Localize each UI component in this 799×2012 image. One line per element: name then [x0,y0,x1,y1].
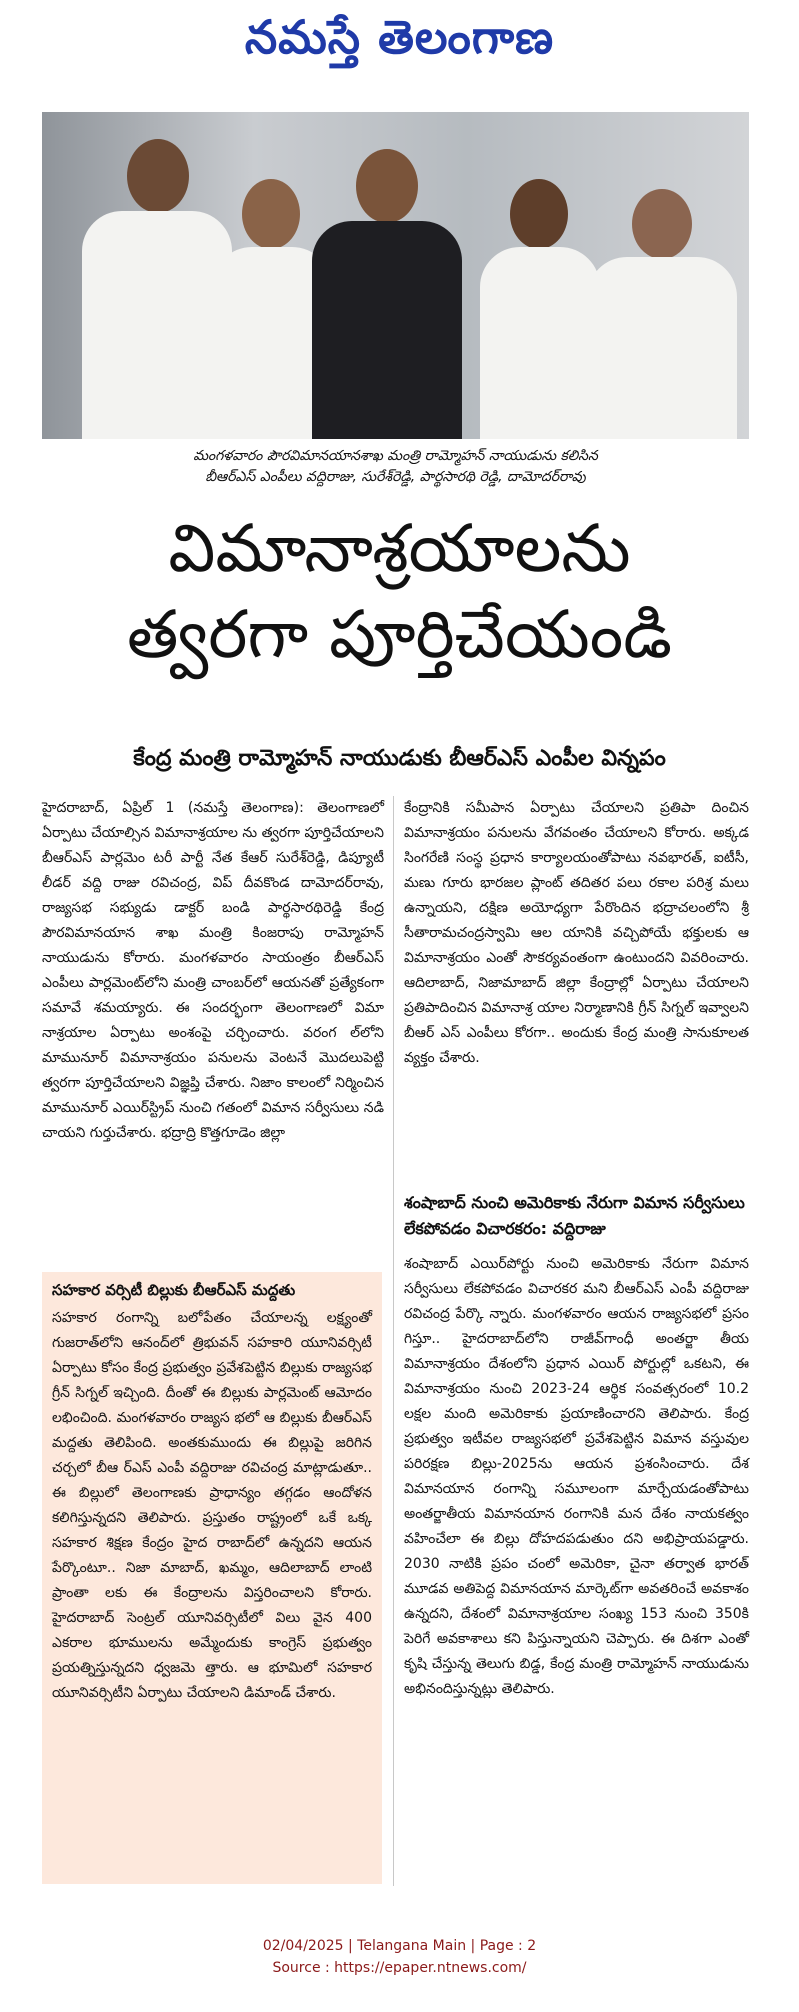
sidebar-story-column [404,1252,749,1888]
footer-date-edition: 02/04/2025 | Telangana Main | Page : 2 [262,1938,537,1954]
boxed-story-text: సహకార రంగాన్ని బలోపేతం చేయాలన్న లక్ష్యంతో గుజరాత్‌లోని ఆనంద్‌లో త్రిభువన్ సహకారి యూనివర్సిటీ ఏర్పాటు కోసం కేంద్ర ప్రభుత్వం ప్రవేశపెట్టిన బిల్లుకు రాజ్యసభ గ్రీన్ సిగ్నల్ ఇచ్చింది. దీంతో ఈ బిల్లుకు పార్లమెంట్ ఆమోదం లభించింది. మంగళవారం రాజ్యస భలో ఆ బిల్లుకు బీఆర్ఎస్ మద్దతు తెలిపింది. అంతకుముందు ఈ బిల్లుపై జరిగిన చర్చలో బీఆ ర్ఎస్ ఎంపీ వద్దిరాజు రవిచంద్ర మాట్లాడుతూ.. ఈ బిల్లులో తెలంగాణకు ప్రాధాన్యం తగ్గడం ఆందోళన కలిగిస్తున్నదని తెలిపారు. ప్రస్తుతం రాష్ట్రంలో ఒకే ఒక్క సహకార శిక్షణ కేంద్రం హైద రాబాద్‌లో ఉన్నదని ఆయన పేర్కొంటూ.. నిజా మాబాద్, ఖమ్మం, ఆదిలాబాద్ లాంటి ప్రాంతా లకు ఈ కేంద్రాలను విస్తరించాలని కోరారు. హైదరాబాద్ సెంట్రల్ యూనివర్సిటీలో విలు వైన 400 ఎకరాల భూములను అమ్మేందుకు కాంగ్రెస్ ప్రభుత్వం ప్రయత్నిస్తున్నదని ధ్వజమె త్తారు. ఆ భూమిలో సహకార యూనివర్సిటీని ఏర్పాటు చేయాలని డిమాండ్ చేశారు. [52,1310,372,1701]
caption-line-1: మంగళవారం పౌరవిమానయానశాఖ మంత్రి రామ్మోహన్ నాయుడును కలిసిన [193,448,598,464]
article-column-right [404,796,749,1184]
news-photo [42,112,749,439]
person-1 [82,139,232,439]
article-right-text: కేంద్రానికి సమీపాన ఏర్పాటు చేయాలని ప్రతిపా దించిన విమానాశ్రయం పనులను వేగవంతం చేయాలని కోరారు. అక్కడ సింగరేణి సంస్థ ప్రధాన కార్యాలయంతోపాటు నవభారత్, ఐటీసీ, మణు గూరు భారజల ప్లాంట్ తదితర పలు రకాల పరిశ్ర మలు ఉన్నాయని, దక్షిణ అయోధ్యగా పేరొందిన భద్రాచలంలోని శ్రీ సీతారామచంద్రస్వామి ఆల యానికి వచ్చిపోయే భక్తులకు ఆ విమానాశ్రయం ఎంతో సౌకర్యవంతంగా ఉంటుందని వివరించారు. ఆదిలాబాద్, నిజామాబాద్ జిల్లా కేంద్రాల్లో ఏర్పాటు చేయాలని ప్రతిపాదించిన విమానాశ్ర యాల నిర్మాణానికి గ్రీన్ సిగ్నల్ ఇవ్వాలని బీఆర్ ఎస్ ఎంపీలు కోరగా.. అందుకు కేంద్ర మంత్రి సానుకూలత వ్యక్తం చేశారు. [404,800,749,1066]
caption-line-2: బీఆర్ఎస్ ఎంపీలు వద్దిరాజు, సురేశ్‌రెడ్డి, పార్థసారథి రెడ్డి, దామోదర్‌రావు [205,469,586,485]
person-5 [587,189,737,439]
article-left-text: హైదరాబాద్, ఏప్రిల్ 1 (నమస్తే తెలంగాణ): తెలంగాణలో ఏర్పాటు చేయాల్సిన విమానాశ్రయాల ను త్వరగా పూర్తిచేయాలని బీఆర్ఎస్ పార్లమెం టరీ పార్టీ నేత కేఆర్ సురేశ్‌రెడ్డి, డిప్యూటీ లీడర్ వద్ది రాజు రవిచంద్ర, విప్ దీవకొండ దామోదర్‌రావు, రాజ్యసభ సభ్యుడు డాక్టర్ బండి పార్థసారథిరెడ్డి కేంద్ర పౌరవిమానయాన శాఖ మంత్రి కింజరాపు రామ్మోహన్ నాయుడును కోరారు. మంగళవారం సాయంత్రం బీఆర్ఎస్ ఎంపీలు పార్లమెంట్‌లోని మంత్రి చాంబర్‌లో ఆయనతో ప్రత్యేకంగా సమావే శమయ్యారు. ఈ సందర్భంగా తెలంగాణలో విమా నాశ్రయాల ఏర్పాటు అంశంపై చర్చించారు. వరంగ ల్‌లోని మామునూర్ విమానాశ్రయం పనులను వెంటనే మొదలుపెట్టి త్వరగా పూర్తిచేయాలని విజ్ఞప్తి చేశారు. నిజాం కాలంలో నిర్మించిన మామునూర్ ఎయిర్‌స్ట్రిప్ నుంచి గతంలో విమాన సర్వీసులు నడి చాయని గుర్తుచేశారు. భద్రాద్రి కొత్తగూడెం జిల్లా [42,800,384,1141]
sidebar-story-heading: శంషాబాద్ నుంచి అమెరికాకు నేరుగా విమాన సర్వీసులు లేకపోవడం విచారకరం: వద్దిరాజు [404,1193,745,1238]
photo-caption [42,446,749,488]
headline-line-1: విమానాశ్రయాలను [168,510,631,587]
sidebar-story-text: శంషాబాద్ ఎయిర్‌పోర్టు నుంచి అమెరికాకు నేరుగా విమాన సర్వీసులు లేకపోవడం విచారకర మని బీఆర్ఎస్ ఎంపీ వద్దిరాజు రవిచంద్ర పేర్కొ న్నారు. మంగళవారం ఆయన రాజ్యసభలో ప్రసం గిస్తూ.. హైదరాబాద్‌లోని రాజీవ్‌గాంధీ అంతర్జా తీయ విమానాశ్రయం దేశంలోని ప్రధాన ఎయిర్ పోర్టుల్లో ఒకటని, ఈ విమానాశ్రయం నుంచి 2023-24 ఆర్థిక సంవత్సరంలో 10.2 లక్షల మంది అమెరికాకు ప్రయాణించారని తెలిపారు. కేంద్ర ప్రభుత్వం ఇటీవల రాజ్యసభలో ప్రవేశపెట్టిన విమాన వస్తువుల పరిరక్షణ బిల్లు-2025ను ఆయన ప్రశంసించారు. దేశ విమానయాన రంగాన్ని సమూలంగా మార్చేయడంతోపాటు అంతర్జాతీయ విమానయాన రంగానికి మన దేశం నాయకత్వం వహించేలా ఈ బిల్లు దోహదపడుతుం దని అభిప్రాయపడ్డారు. 2030 నాటికి ప్రపం చంలో అమెరికా, చైనా తర్వాత భారత్ మూడవ అతిపెద్ద విమానయాన మార్కెట్‌గా అవతరించే అవకాశం ఉన్నదని, దేశంలో విమానాశ్రయాల సంఖ్య 153 నుంచి 350కి పెరిగే అవకాశాలు కని పిస్తున్నాయని చెప్పారు. ఈ దిశగా ఎంతో కృషి చేస్తున్న తెలుగు బిడ్డ, కేంద్ర మంత్రి రామ్మోహన్ నాయుడును అభినందిస్తున్నట్లు తెలిపారు. [404,1256,749,1697]
subheadline: కేంద్ర మంత్రి రామ్మోహన్ నాయుడుకు బీఆర్ఎస్ ఎంపీల విన్నపం [133,746,666,771]
person-4 [480,179,600,439]
footer-source: Source : https://epaper.ntnews.com/ [272,1960,527,1976]
column-divider [393,796,394,1886]
boxed-story [42,1272,382,1884]
headline-line-2: త్వరగా పూర్తిచేయండి [126,596,673,673]
article-column-left [42,796,384,1262]
boxed-story-heading: సహకార వర్సిటీ బిల్లుకు బీఆర్ఎస్ మద్దతు [52,1281,296,1299]
person-3 [312,149,462,439]
newspaper-masthead: నమస్తే తెలంగాణ [244,10,555,64]
